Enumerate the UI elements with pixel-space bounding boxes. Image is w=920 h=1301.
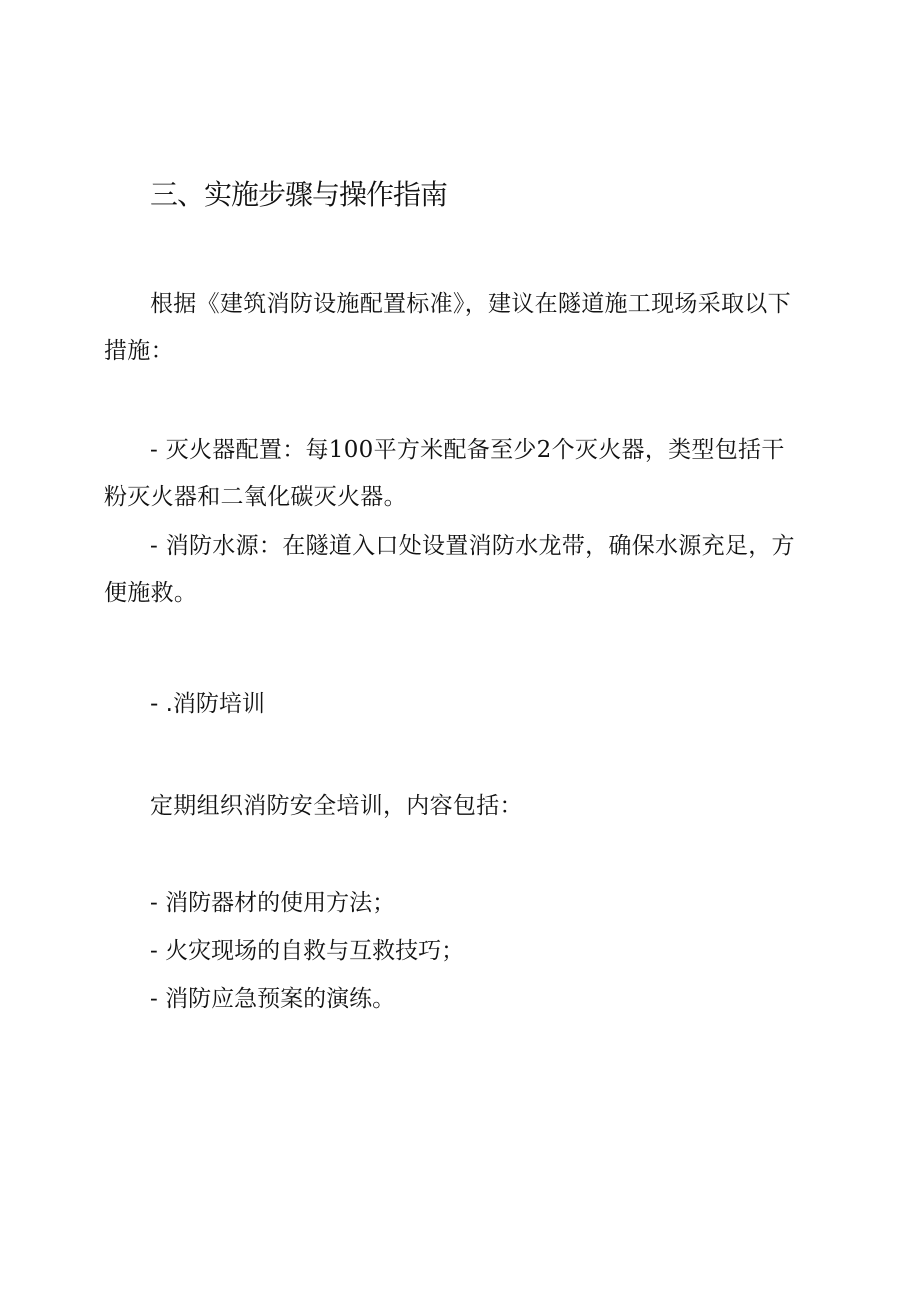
measure-prefix: - <box>150 533 166 559</box>
training-heading: - .消防培训 <box>150 691 265 717</box>
measure-term: 灭火器配置 <box>165 437 283 463</box>
list-item: - 消防应急预案的演练。 <box>150 986 396 1012</box>
measure-prefix: - <box>150 437 166 463</box>
measure-fire-extinguisher <box>104 427 804 521</box>
intro-paragraph: 根据《建筑消防设施配置标准》，建议在隧道施工现场采取以下措施： <box>104 291 791 364</box>
measure-water-source <box>104 523 804 617</box>
measure-text: ：每100平方米配备至少2个灭火器，类型包括干粉灭火器和二氧化碳灭火器。 <box>104 437 785 510</box>
training-intro-paragraph: 定期组织消防安全培训，内容包括： <box>150 793 523 819</box>
list-item: - 消防器材的使用方法； <box>150 890 396 916</box>
list-item: - 火灾现场的自救与互救技巧； <box>150 938 465 964</box>
section-heading: 三、实施步骤与操作指南 <box>150 178 448 211</box>
measure-term: 消防水源 <box>165 533 259 559</box>
training-list <box>150 879 464 1023</box>
measure-text: ：在隧道入口处设置消防水龙带，确保水源充足，方便施救。 <box>104 533 795 606</box>
